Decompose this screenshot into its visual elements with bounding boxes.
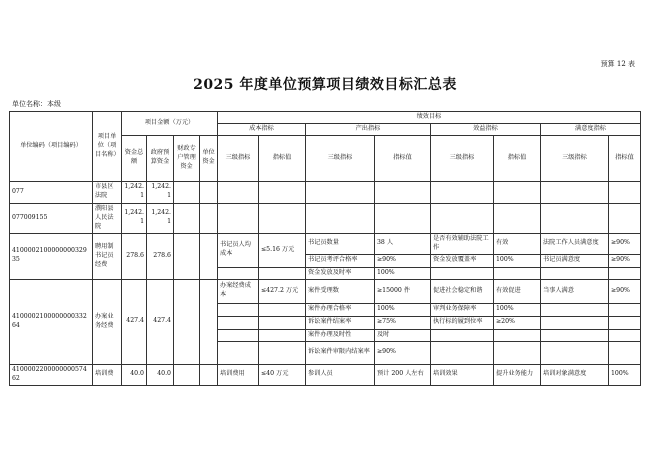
project-unit-cell: 濮阳县人民法院 — [93, 203, 122, 233]
header-amount-group: 项目金额（万元） — [122, 112, 218, 136]
page-title: 2025 年度单位预算项目绩效目标汇总表 — [193, 77, 457, 93]
empty-cell — [494, 203, 541, 233]
amount-total-cell: 1,242.1 — [122, 203, 147, 233]
header-satisfaction: 满意度指标 — [541, 123, 641, 135]
empty-cell — [541, 267, 609, 279]
amount-total-cell: 1,242.1 — [122, 181, 147, 203]
benefit-indicator-cell: 培训效果 — [431, 364, 494, 385]
empty-cell — [200, 181, 218, 203]
benefit-indicator-cell: 是否有效辅助法院工作 — [431, 233, 494, 254]
benefit-value-cell: 100% — [494, 303, 541, 316]
empty-cell — [218, 341, 259, 364]
empty-cell — [494, 267, 541, 279]
amount-gov-cell: 1,242.1 — [147, 181, 174, 203]
budget-performance-table — [9, 111, 641, 386]
header-benefit: 效益指标 — [431, 123, 541, 135]
header-unit-code: 单位编码（项目编码） — [10, 112, 93, 182]
cost-value-cell: ≤427.2 万元 — [259, 279, 306, 303]
empty-cell — [200, 203, 218, 233]
empty-cell — [494, 181, 541, 203]
cost-indicator-cell: 书记员人均成本 — [218, 233, 259, 267]
amount-gov-cell: 427.4 — [147, 279, 174, 364]
satisfaction-value-cell: ≥90% — [609, 254, 641, 267]
empty-cell — [200, 233, 218, 279]
table-row — [10, 233, 641, 254]
table-row — [10, 181, 641, 203]
output-value-cell: ≥90% — [375, 254, 431, 267]
header-amount-total: 资金总额 — [122, 135, 147, 181]
benefit-indicator-cell: 促进社会稳定和谐 — [431, 279, 494, 303]
empty-cell — [218, 267, 259, 279]
output-value-cell: 及时 — [375, 329, 431, 341]
empty-cell — [259, 341, 306, 364]
output-indicator-cell: 案件办理合格率 — [306, 303, 375, 316]
table-row — [10, 203, 641, 233]
output-value-cell: 38 人 — [375, 233, 431, 254]
header-value: 指标值 — [609, 135, 641, 181]
empty-cell — [609, 329, 641, 341]
empty-cell — [375, 203, 431, 233]
empty-cell — [494, 329, 541, 341]
empty-cell — [259, 181, 306, 203]
empty-cell — [609, 303, 641, 316]
header-level3: 三级指标 — [541, 135, 609, 181]
cost-value-cell: ≤40 万元 — [259, 364, 306, 385]
empty-cell — [218, 316, 259, 329]
benefit-value-cell: 有效促进 — [494, 279, 541, 303]
unit-code-cell: 410000210000000033264 — [10, 279, 93, 364]
empty-cell — [218, 329, 259, 341]
benefit-indicator-cell: 执行标的履到位率 — [431, 316, 494, 329]
amount-gov-cell: 40.0 — [147, 364, 174, 385]
unit-code-cell: 410000210000000032935 — [10, 233, 93, 279]
project-unit-cell: 培训费 — [93, 364, 122, 385]
empty-cell — [174, 203, 200, 233]
output-indicator-cell: 书记员考评合格率 — [306, 254, 375, 267]
empty-cell — [431, 203, 494, 233]
output-indicator-cell: 诉讼案件结案率 — [306, 316, 375, 329]
benefit-value-cell: 提升业务能力 — [494, 364, 541, 385]
empty-cell — [174, 279, 200, 364]
header-amount-gov: 政府预算资金 — [147, 135, 174, 181]
empty-cell — [431, 267, 494, 279]
empty-cell — [609, 203, 641, 233]
header-value: 指标值 — [375, 135, 431, 181]
satisfaction-indicator-cell: 书记员满意度 — [541, 254, 609, 267]
empty-cell — [541, 181, 609, 203]
empty-cell — [541, 303, 609, 316]
empty-cell — [174, 233, 200, 279]
project-unit-cell: 办案业务经费 — [93, 279, 122, 364]
table-row — [10, 279, 641, 303]
empty-cell — [609, 267, 641, 279]
satisfaction-value-cell: 100% — [609, 364, 641, 385]
unit-code-cell: 077 — [10, 181, 93, 203]
cost-value-cell: ≤5.16 万元 — [259, 233, 306, 267]
empty-cell — [541, 341, 609, 364]
cost-indicator-cell: 培训费用 — [218, 364, 259, 385]
benefit-value-cell: ≥20% — [494, 316, 541, 329]
header-amount-unit: 单位资金 — [200, 135, 218, 181]
header-level3: 三级指标 — [306, 135, 375, 181]
output-value-cell: ≥15000 件 — [375, 279, 431, 303]
empty-cell — [259, 329, 306, 341]
output-value-cell: 100% — [375, 267, 431, 279]
output-indicator-cell: 书记员数量 — [306, 233, 375, 254]
empty-cell — [218, 203, 259, 233]
empty-cell — [609, 181, 641, 203]
empty-cell — [306, 181, 375, 203]
empty-cell — [541, 329, 609, 341]
header-level3: 三级指标 — [431, 135, 494, 181]
benefit-indicator-cell: 审判业务保障率 — [431, 303, 494, 316]
output-value-cell: 预计 200 人左右 — [375, 364, 431, 385]
header-value: 指标值 — [259, 135, 306, 181]
benefit-value-cell: 有效 — [494, 233, 541, 254]
empty-cell — [174, 364, 200, 385]
unit-code-cell: 410000220000000057462 — [10, 364, 93, 385]
empty-cell — [541, 316, 609, 329]
output-value-cell: ≥90% — [375, 341, 431, 364]
page-number: 预算 12 表 — [600, 60, 635, 68]
empty-cell — [259, 303, 306, 316]
output-value-cell: 100% — [375, 303, 431, 316]
table-row — [10, 364, 641, 385]
amount-gov-cell: 1,242.1 — [147, 203, 174, 233]
unit-name-label: 单位名称：本级 — [12, 100, 61, 108]
header-goals-group: 绩效目标 — [218, 112, 641, 124]
amount-total-cell: 278.6 — [122, 233, 147, 279]
empty-cell — [375, 181, 431, 203]
empty-cell — [431, 329, 494, 341]
amount-gov-cell: 278.6 — [147, 233, 174, 279]
empty-cell — [541, 203, 609, 233]
empty-cell — [431, 181, 494, 203]
empty-cell — [494, 341, 541, 364]
project-unit-cell: 市县区法院 — [93, 181, 122, 203]
empty-cell — [306, 203, 375, 233]
output-indicator-cell: 参训人员 — [306, 364, 375, 385]
header-project-unit: 项目单位（项目名称） — [93, 112, 122, 182]
project-unit-cell: 聘用制书记员经费 — [93, 233, 122, 279]
empty-cell — [218, 181, 259, 203]
satisfaction-value-cell: ≥90% — [609, 233, 641, 254]
satisfaction-indicator-cell: 当事人满意 — [541, 279, 609, 303]
header-output: 产出指标 — [306, 123, 431, 135]
header-amount-fiscal: 财政专户管理资金 — [174, 135, 200, 181]
header-level3: 三级指标 — [218, 135, 259, 181]
empty-cell — [200, 279, 218, 364]
cost-indicator-cell: 办案经费成本 — [218, 279, 259, 303]
output-indicator-cell: 诉讼案件审限内结案率 — [306, 341, 375, 364]
satisfaction-value-cell: ≥90% — [609, 279, 641, 303]
empty-cell — [431, 341, 494, 364]
output-value-cell: ≥75% — [375, 316, 431, 329]
satisfaction-indicator-cell: 法院工作人员满意度 — [541, 233, 609, 254]
satisfaction-indicator-cell: 培训对象满意度 — [541, 364, 609, 385]
header-cost: 成本指标 — [218, 123, 306, 135]
empty-cell — [259, 203, 306, 233]
empty-cell — [200, 364, 218, 385]
amount-total-cell: 427.4 — [122, 279, 147, 364]
output-indicator-cell: 资金发放及时率 — [306, 267, 375, 279]
empty-cell — [174, 181, 200, 203]
benefit-value-cell: 100% — [494, 254, 541, 267]
empty-cell — [259, 316, 306, 329]
output-indicator-cell: 案件办理及时性 — [306, 329, 375, 341]
unit-code-cell: 077009155 — [10, 203, 93, 233]
empty-cell — [259, 267, 306, 279]
empty-cell — [218, 303, 259, 316]
empty-cell — [609, 341, 641, 364]
output-indicator-cell: 案件受理数 — [306, 279, 375, 303]
empty-cell — [609, 316, 641, 329]
benefit-indicator-cell: 资金发放覆盖率 — [431, 254, 494, 267]
header-value: 指标值 — [494, 135, 541, 181]
amount-total-cell: 40.0 — [122, 364, 147, 385]
